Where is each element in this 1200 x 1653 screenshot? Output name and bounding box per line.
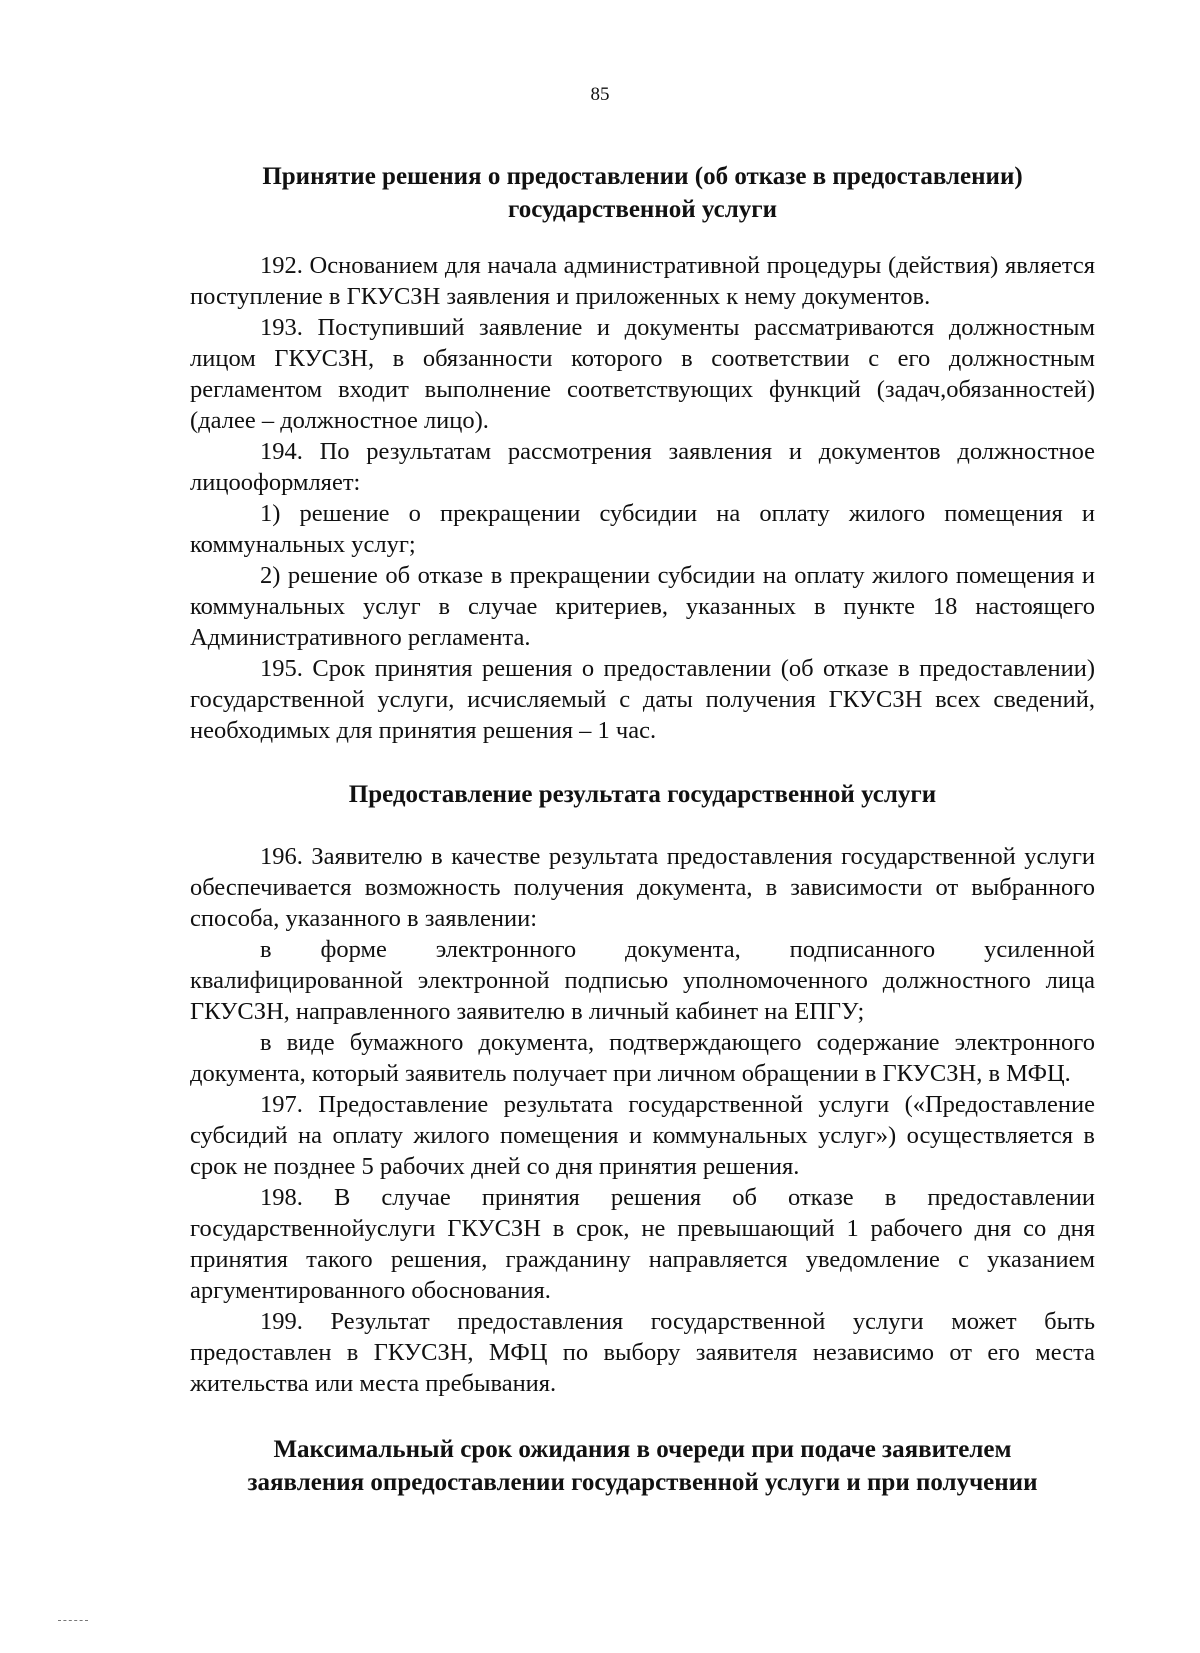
paragraph-paper-form: в виде бумажного документа, подтверждающего содержание электронного документа, который заявитель получает при личном обращении в ГКУСЗН, в МФЦ. [190,1029,1095,1087]
paragraph-197: 197. Предоставление результата государственной услуги («Предоставление субсидий на оплату жилого помещения и коммунальных услуг») осуществляется в срок не позднее 5 рабочих дней со дня принятия решения. [190,1091,1095,1180]
paragraph-196: 196. Заявителю в качестве результата предоставления государственной услуги обеспечивается возможность получения документа, в зависимости от выбранного способа, указанного в заявлении: [190,843,1095,932]
section-heading-line: государственной услуги [507,196,778,223]
section-heading-decision [190,160,1095,226]
footer-mark [58,1620,88,1621]
page-number: 85 [590,84,610,105]
section-heading-line: Максимальный срок ожидания в очереди при подаче заявителем [273,1436,1012,1463]
list-item-2: 2) решение об отказе в прекращении субсидии на оплату жилого помещения и коммунальных услуг в случае критериев, указанных в пункте 18 настоящего Административного регламента. [190,562,1095,651]
section-heading-queue [190,1433,1095,1499]
paragraph-192: 192. Основанием для начала административной процедуры (действия) является поступление в ГКУСЗН заявления и приложенных к нему документов. [190,252,1095,310]
section-heading-result: Предоставление результата государственной услуги [348,781,937,808]
paragraph-electronic-form: в форме электронного документа, подписанного усиленной квалифицированной электронной подписью уполномоченного должностного лица ГКУСЗН, направленного заявителю в личный кабинет на ЕПГУ; [190,936,1095,1025]
list-item-1: 1) решение о прекращении субсидии на оплату жилого помещения и коммунальных услуг; [190,500,1095,558]
document-body [190,160,1095,1499]
paragraph-198: 198. В случае принятия решения об отказе в предоставлении государственнойуслуги ГКУСЗН в срок, не превышающий 1 рабочего дня со дня принятия такого решения, гражданину направляется уведомление с указанием аргументированного обоснования. [190,1184,1095,1304]
section-heading-line: Принятие решения о предоставлении (об отказе в предоставлении) [262,163,1023,190]
section-heading-line: заявления опредоставлении государственной услуги и при получении [247,1469,1038,1496]
paragraph-193: 193. Поступивший заявление и документы рассматриваются должностным лицом ГКУСЗН, в обязанности которого в соответствии с его должностным регламентом входит выполнение соответствующих функций (задач,обязанностей) (далее – должностное лицо). [190,314,1095,434]
paragraph-195: 195. Срок принятия решения о предоставлении (об отказе в предоставлении) государственной услуги, исчисляемый с даты получения ГКУСЗН всех сведений, необходимых для принятия решения – 1 час. [190,655,1095,744]
paragraph-194: 194. По результатам рассмотрения заявления и документов должностное лицооформляет: [190,438,1095,496]
paragraph-199: 199. Результат предоставления государственной услуги может быть предоставлен в ГКУСЗН, МФЦ по выбору заявителя независимо от его места жительства или места пребывания. [190,1308,1095,1397]
